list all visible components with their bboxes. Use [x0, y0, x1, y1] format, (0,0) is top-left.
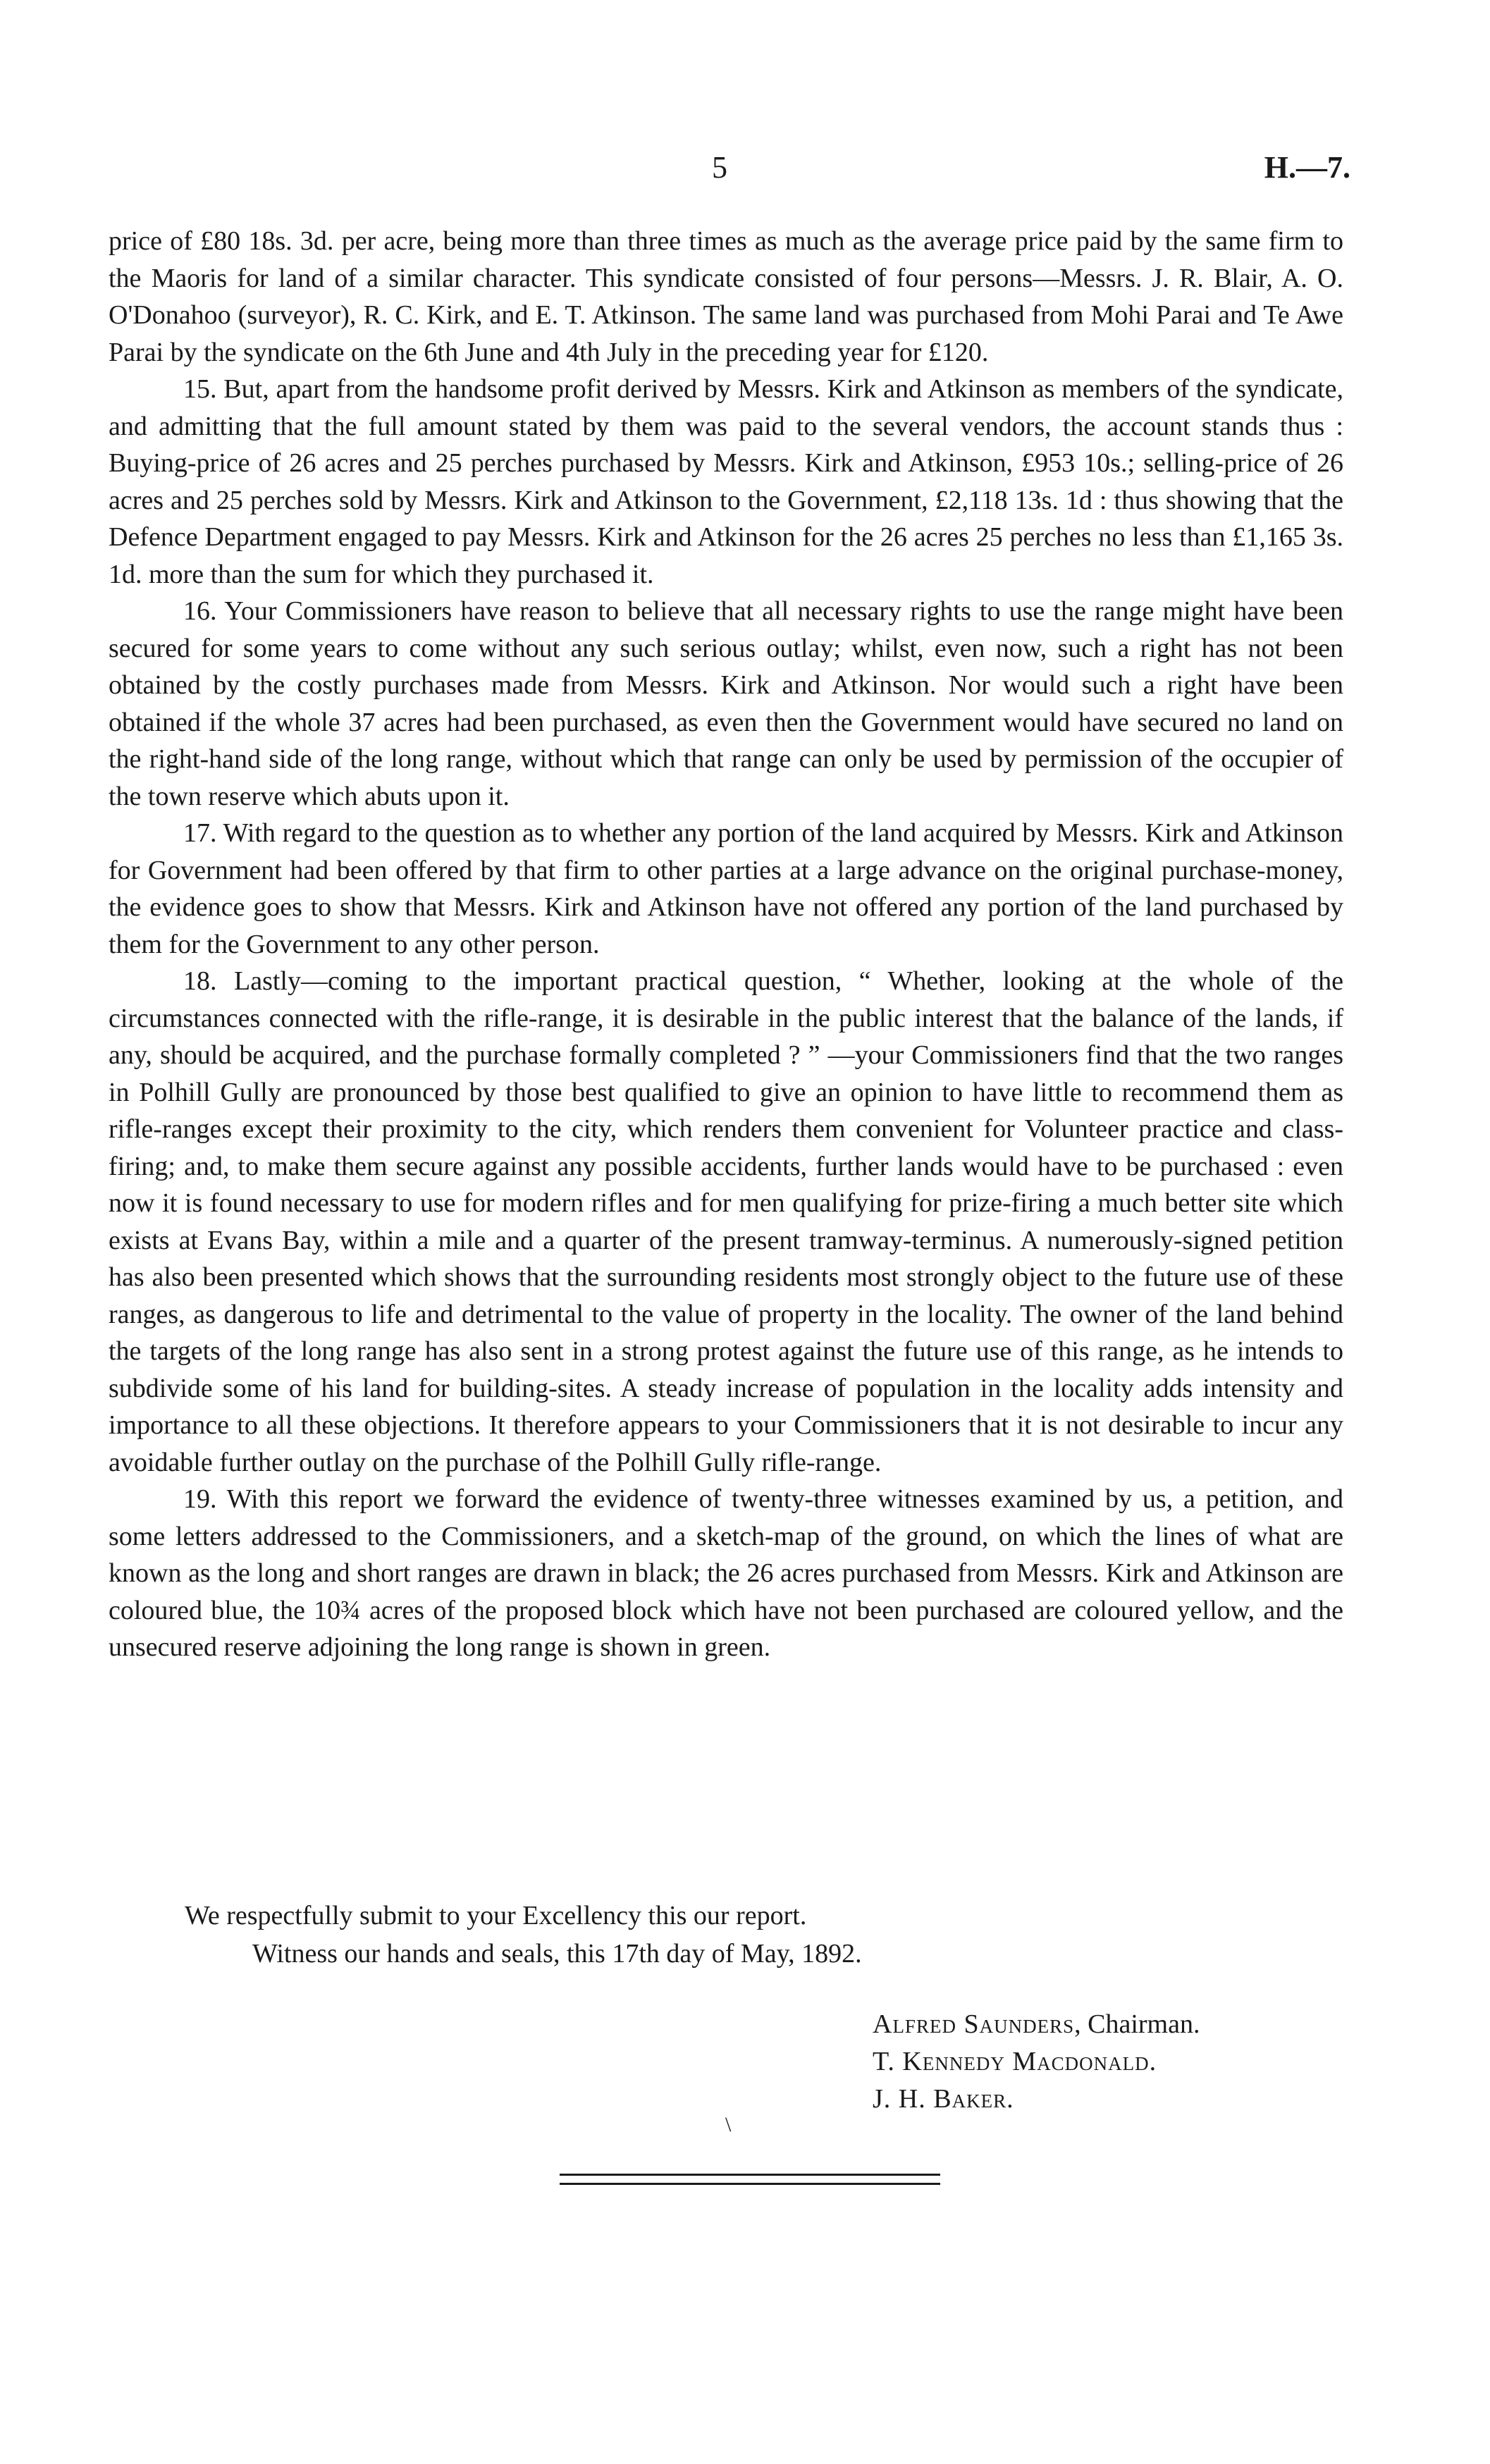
signature-line [873, 2043, 1200, 2081]
signatory-name: T. Kennedy Macdonald [873, 2047, 1150, 2076]
stray-ink-mark: \ [725, 2113, 732, 2136]
signatory-name: J. H. Baker [873, 2084, 1007, 2114]
paragraph-15: 15. But, apart from the handsome profit derived by Messrs. Kirk and Atkinson as members of the syndicate, and admitting that the full amount stated by them was paid to the several vendors, the account stands thus : Buying-price of 26 acres and 25 perches purchased by Messrs. Kirk and Atkinson, £953 10s.; selling-price of 26 acres and 25 perches sold by Messrs. Kirk and Atkinson to the Government, £2,118 13s. 1d : thus showing that the Defence Department engaged to pay Messrs. Kirk and Atkinson for the 26 acres 25 perches no less than £1,165 3s. 1d. more than the sum for which they purchased it. [109, 374, 1343, 589]
report-body [109, 223, 1343, 1666]
page-number: 5 [712, 150, 727, 185]
signatory-suffix: . [1149, 2047, 1157, 2076]
paragraph-18: 18. Lastly—coming to the important practical question, “ Whether, looking at the whole of the circumstances connected with the rifle-range, it is desirable in the public interest that the balance of the lands, if any, should be acquired, and the purchase formally completed ? ” —your Commissioners find that the two ranges in Polhill Gully are pronounced by those best qualified to give an opinion to have little to recommend them as rifle-ranges except their proximity to the city, which renders them convenient for Volunteer practice and class-firing; and, to make them secure against any possible accidents, further lands would have to be purchased : even now it is found necessary to use for modern rifles and for men qualifying for prize-firing a much better site which exists at Evans Bay, within a mile and a quarter of the present tramway-terminus. A numerously-signed petition has also been presented which shows that the surrounding residents most strongly object to the future use of these ranges, as dangerous to life and detrimental to the value of property in the locality. The owner of the land behind the targets of the long range has also sent in a strong protest against the future use of this range, as he intends to subdivide some of his land for building-sites. A steady increase of population in the locality adds intensity and importance to all these objections. It therefore appears to your Commissioners that it is not desirable to incur any avoidable further outlay on the purchase of the Polhill Gully rifle-range. [109, 966, 1343, 1477]
end-rule-bottom [560, 2183, 940, 2185]
signatory-name: Alfred Saunders [873, 2009, 1075, 2039]
paragraph-14-continued: price of £80 18s. 3d. per acre, being more than three times as much as the average price paid by the same firm to the Maoris for land of a similar character. This syndicate consisted of four persons—Messrs. J. R. Blair, A. O. O'Donahoo (surveyor), R. C. Kirk, and E. T. Atkinson. The same land was purchased from Mohi Parai and Te Awe Parai by the syndicate on the 6th June and 4th July in the preceding year for £120. [109, 226, 1343, 367]
paragraph-17: 17. With regard to the question as to whether any portion of the land acquired by Messrs. Kirk and Atkinson for Government had been offered by that firm to other parties at a large advance on the original purchase-money, the evidence goes to show that Messrs. Kirk and Atkinson have not offered any portion of the land purchased by them for the Government to any other person. [109, 818, 1343, 959]
signature-line [873, 2006, 1200, 2043]
paragraph-19: 19. With this report we forward the evidence of twenty-three witnesses examined by us, a petition, and some letters addressed to the Commissioners, and a sketch-map of the ground, on which the lines of what are known as the long and short ranges are drawn in black; the 26 acres purchased from Messrs. Kirk and Atkinson are coloured blue, the 10¾ acres of the proposed block which have not been purchased are coloured yellow, and the unsecured reserve adjoining the long range is shown in green. [109, 1484, 1343, 1662]
closing-submission: We respectfully submit to your Excellency this our report. [185, 1901, 807, 1930]
paragraph-16: 16. Your Commissioners have reason to believe that all necessary rights to use the range might have been secured for some years to come without any such serious outlay; whilst, even now, such a right has not been obtained by the costly purchases made from Messrs. Kirk and Atkinson. Nor would such a right have been obtained if the whole 37 acres had been purchased, as even then the Government would have secured no land on the right-hand side of the long range, without which that range can only be used by permission of the occupier of the town reserve which abuts upon it. [109, 596, 1343, 811]
signature-line [873, 2081, 1200, 2118]
signatory-suffix: . [1006, 2084, 1014, 2114]
signatory-suffix: , Chairman. [1074, 2009, 1200, 2039]
end-rule-top [560, 2174, 940, 2176]
closing-witness: Witness our hands and seals, this 17th day of May, 1892. [252, 1939, 862, 1969]
signature-block [873, 2006, 1200, 2118]
document-reference: H.—7. [1264, 150, 1350, 185]
